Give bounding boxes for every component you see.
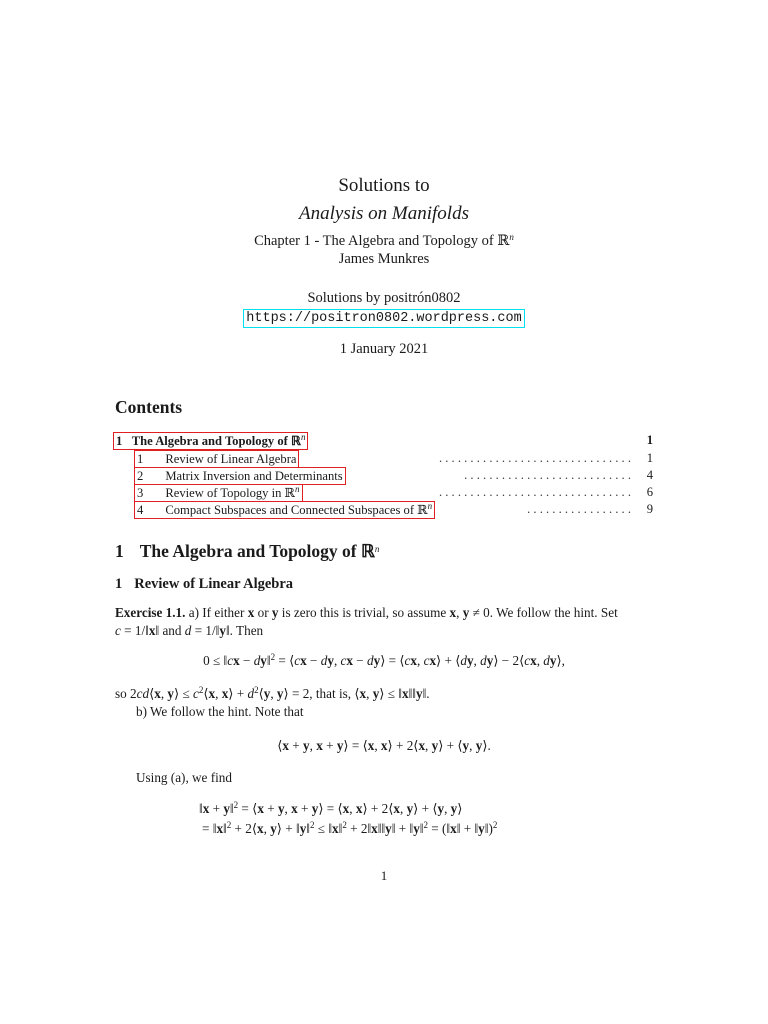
toc-leader-dots: . . . . . . . . . . . . . . . . .	[527, 502, 631, 516]
date: 1 January 2021	[339, 341, 429, 357]
equation-2: ⟨x + y, x + y⟩ = ⟨x, x⟩ + 2⟨x, y⟩ + ⟨y, y⟩.	[277, 738, 491, 753]
solutions-by: Solutions by positrón0802	[307, 290, 461, 306]
equation-1: 0 ≤ ‖cx − dy‖$^2$ = ⟨cx − dy, cx − dy⟩ = ⟨cx, cx⟩ + ⟨dy, dy⟩ − 2⟨cx, dy⟩,	[203, 652, 565, 668]
toc-entry-4[interactable]	[115, 501, 653, 517]
exercise-paragraph-line-2: c = 1/‖x‖ and d = 1/‖y‖. Then	[115, 623, 264, 638]
using-a-text: Using (a), we find	[136, 770, 232, 785]
section-heading: 1 The Algebra and Topology of ℝ$^n$	[115, 541, 380, 561]
contents-heading: Contents	[115, 397, 183, 417]
toc-page-number: 1	[646, 451, 653, 465]
url-row	[0, 308, 768, 328]
title-line-1: Solutions to	[338, 175, 430, 196]
toc-link-1[interactable]: 1 Review of Linear Algebra	[134, 450, 299, 468]
equation-3-line-2: = ‖x‖$^2$ + 2⟨x, y⟩ + ‖y‖$^2$ ≤ ‖x‖$^2$ + 2‖x‖‖y‖ + ‖y‖$^2$ = (‖x‖ + ‖y‖)$^2$	[202, 820, 498, 836]
part-b-intro: b) We follow the hint. Note that	[136, 704, 304, 719]
toc-chapter-link[interactable]: 1 The Algebra and Topology of ℝ$^n$	[113, 432, 308, 450]
toc-leader-dots: . . . . . . . . . . . . . . . . . . . . . . . . . . .	[464, 468, 631, 482]
title-line-2: Analysis on Manifolds	[299, 203, 469, 224]
toc-page-number: 4	[646, 468, 653, 482]
toc-leader-dots: . . . . . . . . . . . . . . . . . . . . . . . . . . . . . . .	[438, 485, 631, 499]
blog-url-link[interactable]: https://positron0802.wordpress.com	[243, 309, 524, 328]
toc-link-4[interactable]: 4 Compact Subspaces and Connected Subspaces of ℝ$^n$	[134, 501, 435, 519]
toc-entry-chapter[interactable]	[115, 432, 653, 448]
toc-page-number: 6	[646, 485, 653, 499]
exercise-paragraph-line-3: so 2cd⟨x, y⟩ ≤ $c^2⟨x$, x⟩ + $d^2⟨y$, y⟩ = 2, that is, ⟨x, y⟩ ≤ ‖x‖‖y‖.	[115, 685, 430, 701]
toc-page-number: 9	[646, 502, 653, 516]
toc-entry-2[interactable]	[115, 467, 653, 483]
equation-3-line-1: ‖x + y‖$^2$ = ⟨x + y, x + y⟩ = ⟨x, x⟩ + 2⟨x, y⟩ + ⟨y, y⟩	[199, 800, 463, 816]
page-number: 1	[380, 868, 388, 883]
toc-entry-1[interactable]	[115, 450, 653, 466]
toc-link-3[interactable]: 3 Review of Topology in ℝ$^n$	[134, 484, 303, 502]
exercise-paragraph-line-1: Exercise 1.1. a) If either x or y is zero this is trivial, so assume x, y ≠ 0. We follow the hint. Set	[115, 605, 618, 620]
toc-page-number: 1	[646, 433, 653, 447]
author: James Munkres	[338, 251, 430, 267]
toc-entry-3[interactable]	[115, 484, 653, 500]
toc-leader-dots: . . . . . . . . . . . . . . . . . . . . . . . . . . . . . . .	[438, 451, 631, 465]
chapter-subtitle: Chapter 1 - The Algebra and Topology of ℝ$^n$	[254, 232, 514, 249]
toc-link-2[interactable]: 2 Matrix Inversion and Determinants	[134, 467, 346, 485]
subsection-heading: 1 Review of Linear Algebra	[115, 576, 294, 592]
